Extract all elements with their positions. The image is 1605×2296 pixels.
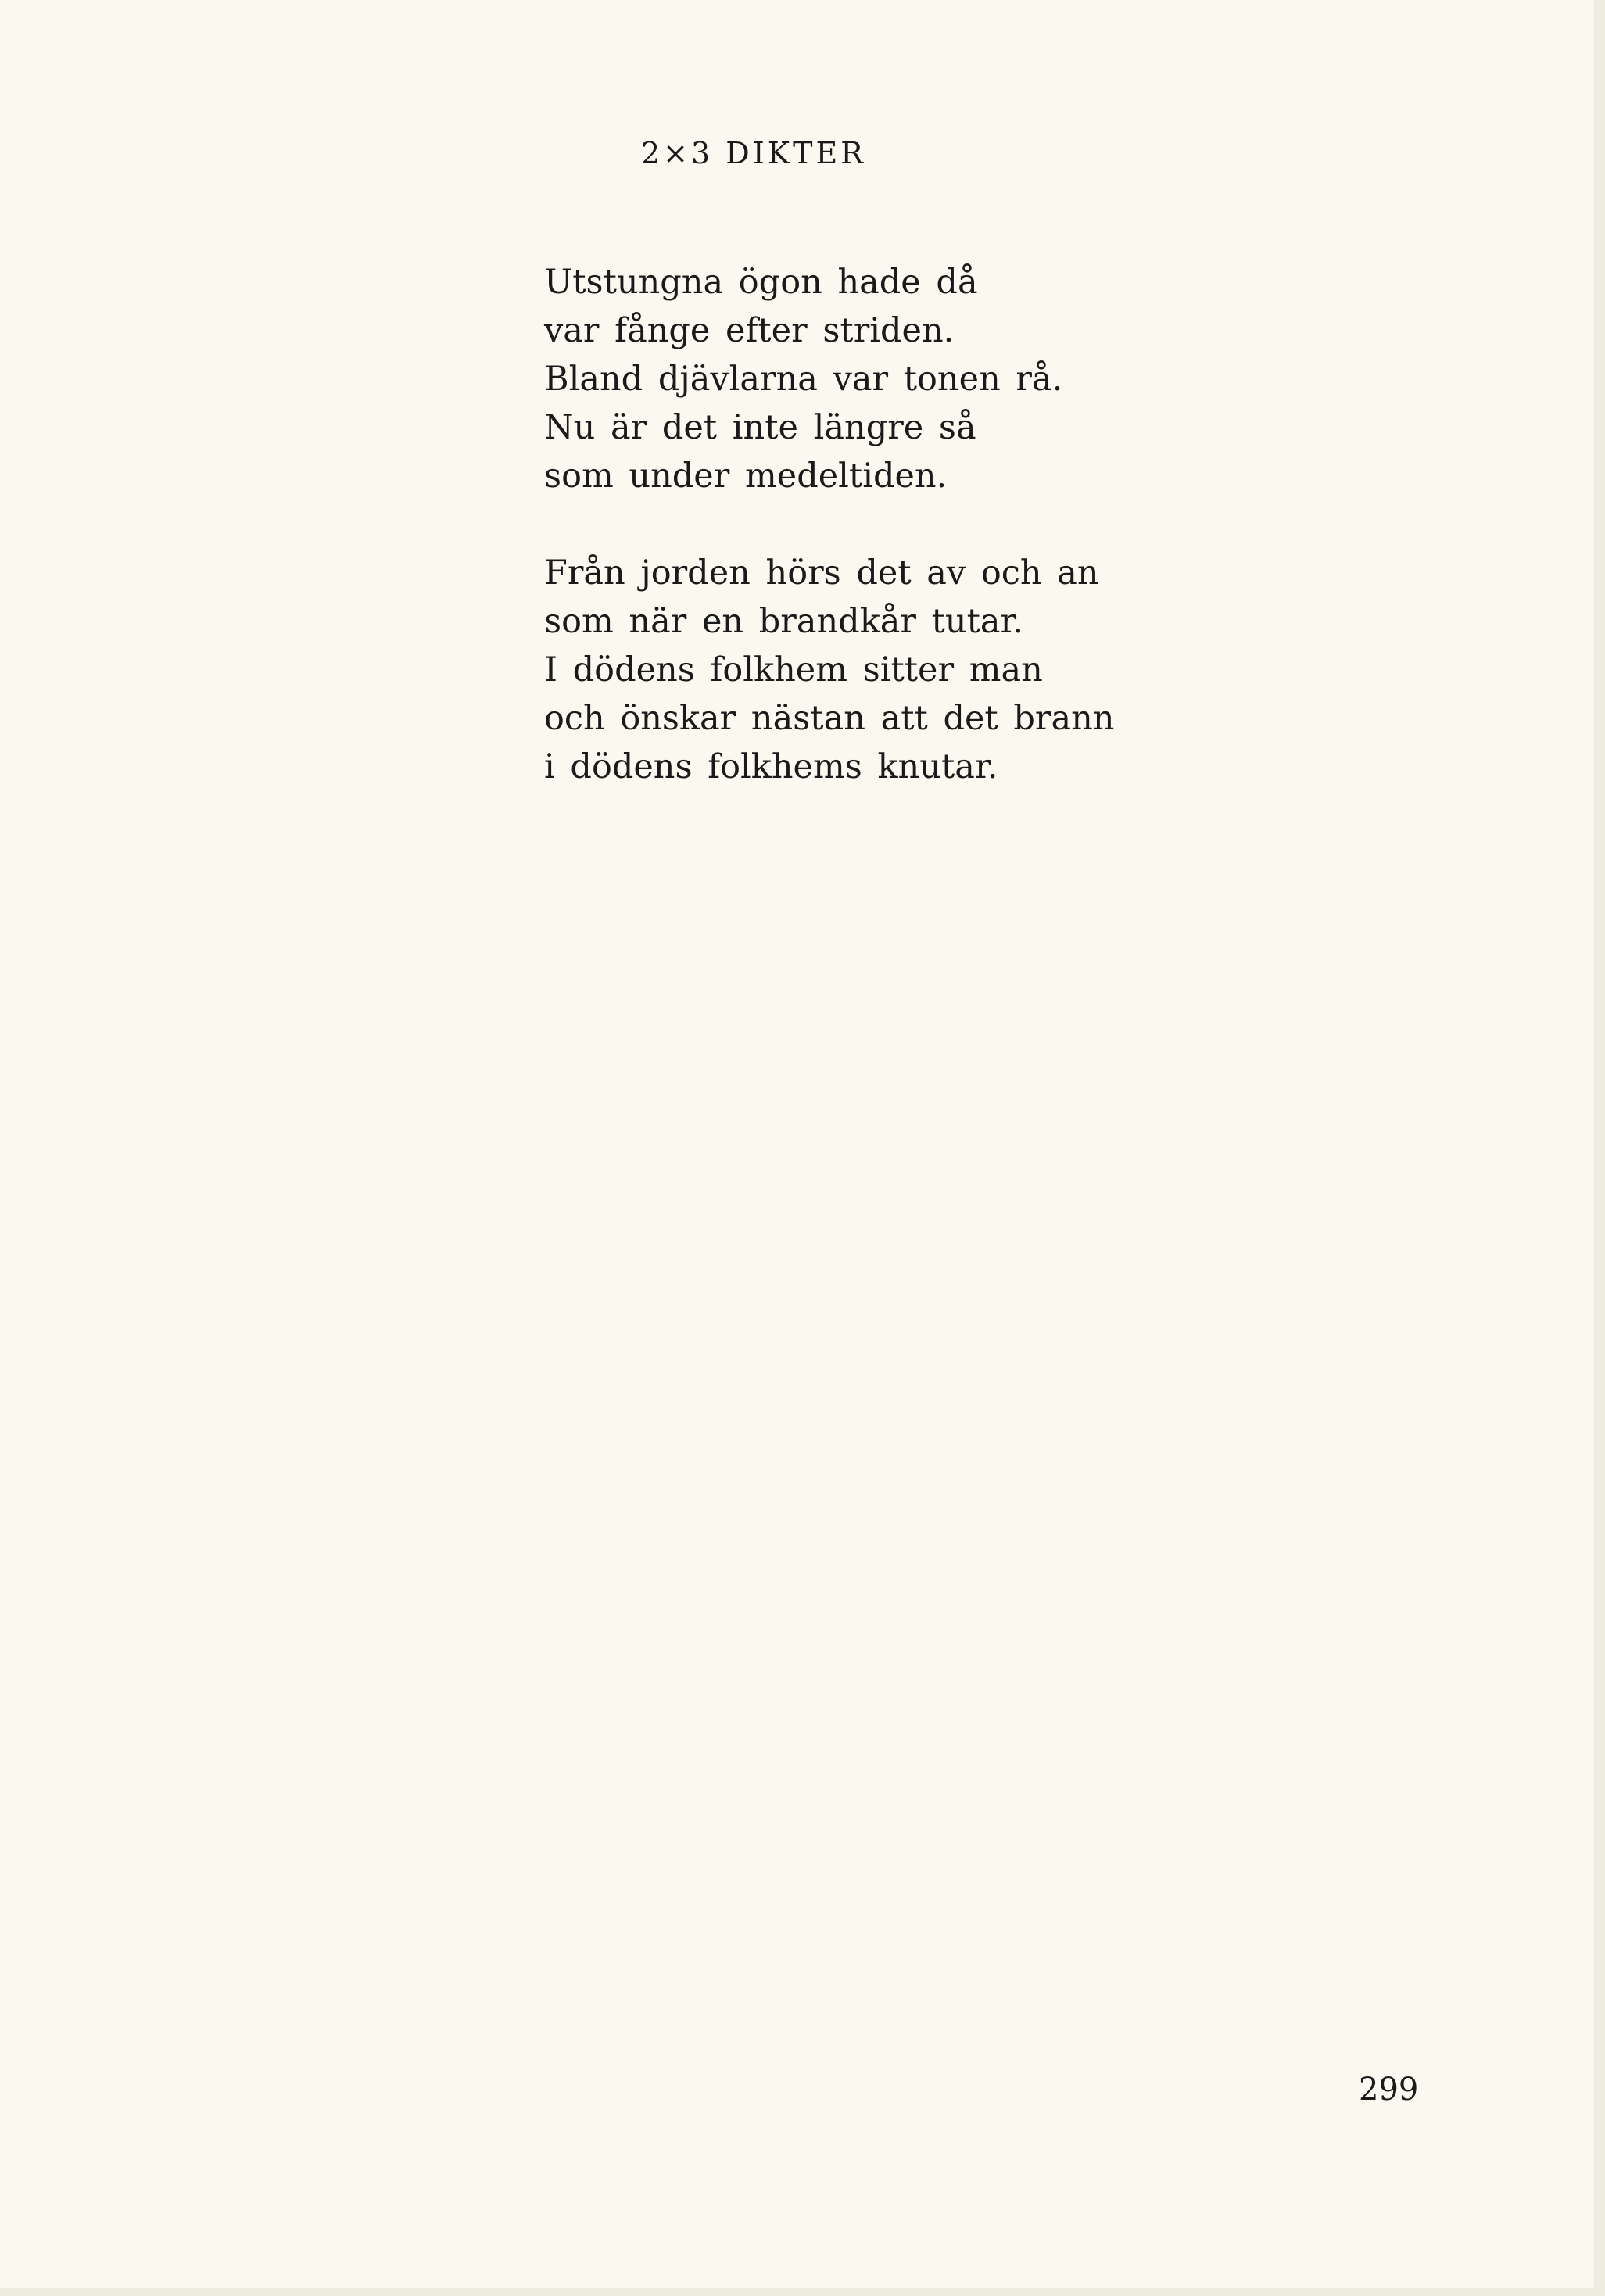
poem-line: Utstungna ögon hade då [544,263,978,302]
poem-line: Från jorden hörs det av och an [544,553,1099,593]
running-head: 2×3 DIKTER [641,136,866,170]
stanza-1 [544,258,1248,500]
page-number: 299 [1359,2072,1419,2108]
poem-line: i dödens folkhems knutar. [544,747,998,786]
poem-line: var fånge efter striden. [544,311,955,350]
poem-line: och önskar nästan att det brann [544,699,1115,738]
poem-line: I dödens folkhem sitter man [544,650,1043,690]
poem [544,258,1248,840]
poem-line: som under medeltiden. [544,457,948,496]
page-edge-bottom [0,2288,1605,2296]
page-edge-right [1594,0,1605,2296]
poem-line: som när en brandkår tutar. [544,602,1024,641]
poem-line: Nu är det inte längre så [544,408,976,447]
stanza-2 [544,549,1248,791]
poem-line: Bland djävlarna var tonen rå. [544,360,1063,399]
